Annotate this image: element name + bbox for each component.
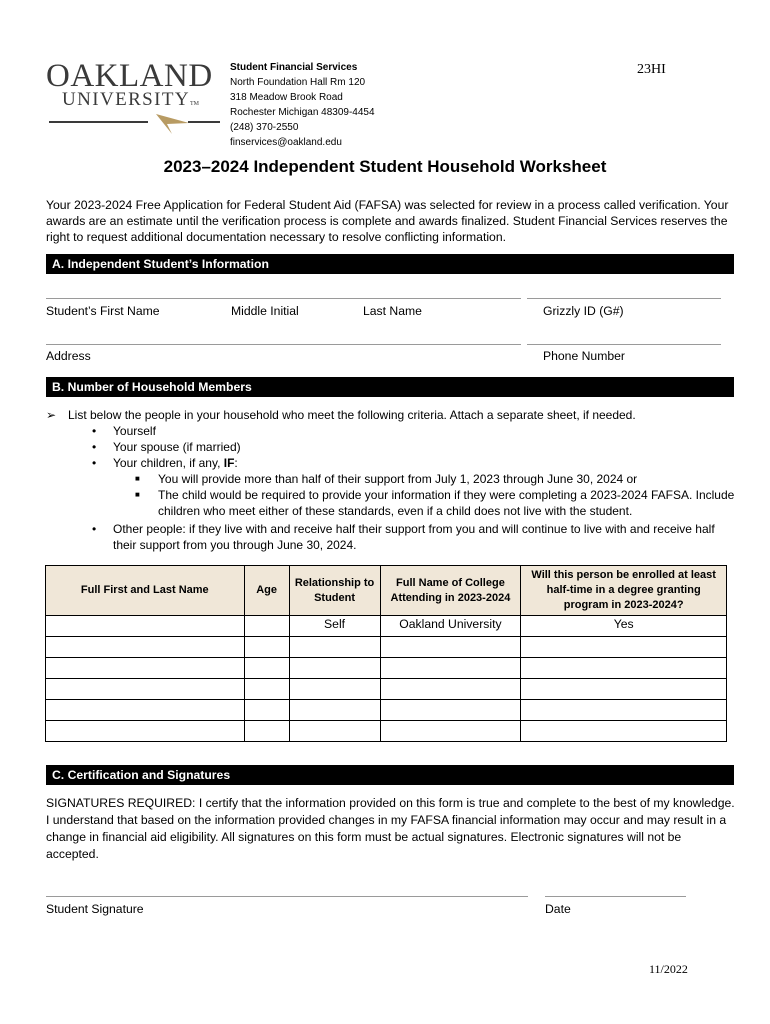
cell-name[interactable] [46, 700, 245, 721]
criteria-children-if: IF [223, 456, 235, 470]
cell-college[interactable] [380, 721, 521, 742]
office-contact [230, 60, 375, 150]
table-row [46, 616, 727, 637]
col-header-name: Full First and Last Name [46, 566, 245, 616]
cell-age[interactable] [244, 637, 289, 658]
criteria-instruction: List below the people in your household who meet the following criteria. Attach a separate sheet, if needed. [68, 408, 636, 422]
office-address-line: Rochester Michigan 48309-4454 [230, 107, 375, 118]
criteria-children-suffix: : [234, 456, 238, 470]
cell-enrolled[interactable] [521, 658, 727, 679]
office-email: finservices@oakland.edu [230, 137, 342, 148]
cell-college[interactable] [380, 700, 521, 721]
table-row [46, 700, 727, 721]
office-address-line: North Foundation Hall Rm 120 [230, 77, 366, 88]
criteria-fafsa-child: The child would be required to provide your information if they were completing a 2023-2024 FAFSA. Include children who meet either of these standards, even if a child does not live with the student. [158, 488, 735, 518]
phone-line[interactable] [527, 344, 721, 345]
signature-line[interactable] [46, 896, 528, 897]
logo-oakland: OAKLAND [46, 58, 213, 94]
revision-date: 11/2022 [649, 962, 688, 976]
household-criteria [46, 407, 736, 553]
cell-age[interactable] [244, 679, 289, 700]
date-label: Date [545, 902, 571, 916]
form-code: 23HI [637, 62, 666, 77]
date-line[interactable] [545, 896, 686, 897]
cell-relationship[interactable] [289, 700, 380, 721]
address-line[interactable] [46, 344, 521, 345]
cell-name[interactable] [46, 616, 245, 637]
section-b-header: B. Number of Household Members [46, 377, 734, 397]
phone-label: Phone Number [543, 349, 625, 363]
last-name-label: Last Name [363, 304, 422, 318]
certification-text: SIGNATURES REQUIRED: I certify that the information provided on this form is true and complete to the best of my knowledge. I understand that based on the information provided changes in my FAFSA financial information may occur and may result in a change in financial aid eligibility. All signatures on this form must be actual signatures. Electronic signatures will not be accepted. [46, 796, 735, 861]
cell-college[interactable] [380, 658, 521, 679]
cell-name[interactable] [46, 637, 245, 658]
logo-university-text: UNIVERSITY [62, 89, 190, 110]
cell-enrolled[interactable] [521, 721, 727, 742]
cell-college[interactable] [380, 637, 521, 658]
cell-relationship[interactable] [289, 658, 380, 679]
signature-label: Student Signature [46, 902, 144, 916]
intro-paragraph: Your 2023-2024 Free Application for Federal Student Aid (FAFSA) was selected for review in a process called verification. Your awards are an estimate until the verification process is complete and awards finalized. Student Financial Services reserves the right to request additional documentation necessary to resolve conflicting information. [46, 198, 729, 244]
section-a-header: A. Independent Student’s Information [46, 254, 734, 274]
cell-relationship[interactable] [289, 637, 380, 658]
criteria-yourself: Yourself [113, 424, 156, 438]
bullet-icon: • [92, 440, 97, 454]
cell-enrolled[interactable]: Yes [521, 616, 727, 637]
name-fields-line[interactable] [46, 298, 521, 299]
cell-age[interactable] [244, 658, 289, 679]
criteria-other-people: Other people: if they live with and receive half their support from you and will continue to live with and receive half their support from you through June 30, 2024. [113, 522, 715, 552]
logo-tm: TM [190, 101, 199, 107]
cell-relationship[interactable] [289, 721, 380, 742]
cell-college[interactable]: Oakland University [380, 616, 521, 637]
table-row [46, 721, 727, 742]
square-bullet-icon: ■ [135, 490, 140, 499]
bullet-icon: • [92, 456, 97, 470]
col-header-age: Age [244, 566, 289, 616]
first-name-label: Student’s First Name [46, 304, 160, 318]
col-header-enrolled: Will this person be enrolled at least half-time in a degree granting program in 2023-2024? [521, 566, 727, 616]
cell-enrolled[interactable] [521, 637, 727, 658]
grizzly-id-line[interactable] [527, 298, 721, 299]
logo-sail-icon [46, 112, 222, 138]
cell-college[interactable] [380, 679, 521, 700]
logo-university [62, 90, 199, 109]
household-table [45, 565, 727, 742]
office-address-line: 318 Meadow Brook Road [230, 92, 343, 103]
cell-age[interactable] [244, 721, 289, 742]
table-row [46, 637, 727, 658]
col-header-relationship: Relationship to Student [289, 566, 380, 616]
criteria-spouse: Your spouse (if married) [113, 440, 241, 454]
cell-relationship[interactable]: Self [289, 616, 380, 637]
office-phone: (248) 370-2550 [230, 122, 299, 133]
middle-initial-label: Middle Initial [231, 304, 299, 318]
table-header-row [46, 566, 727, 616]
criteria-children-prefix: Your children, if any, [113, 456, 224, 470]
cell-enrolled[interactable] [521, 700, 727, 721]
cell-relationship[interactable] [289, 679, 380, 700]
cell-age[interactable] [244, 700, 289, 721]
grizzly-id-label: Grizzly ID (G#) [543, 304, 624, 318]
cell-name[interactable] [46, 679, 245, 700]
cell-name[interactable] [46, 658, 245, 679]
office-name: Student Financial Services [230, 62, 358, 73]
section-c-header: C. Certification and Signatures [46, 765, 734, 785]
cell-age[interactable] [244, 616, 289, 637]
criteria-support: You will provide more than half of their support from July 1, 2023 through June 30, 2024 or [158, 472, 638, 486]
cell-name[interactable] [46, 721, 245, 742]
table-row [46, 679, 727, 700]
table-row [46, 658, 727, 679]
document-title: 2023–2024 Independent Student Household Worksheet [163, 157, 607, 176]
address-label: Address [46, 349, 91, 363]
cell-enrolled[interactable] [521, 679, 727, 700]
bullet-icon: • [92, 424, 97, 438]
arrow-bullet-icon: ➢ [46, 408, 57, 422]
square-bullet-icon: ■ [135, 474, 140, 483]
bullet-icon: • [92, 522, 97, 536]
col-header-college: Full Name of College Attending in 2023-2024 [380, 566, 521, 616]
